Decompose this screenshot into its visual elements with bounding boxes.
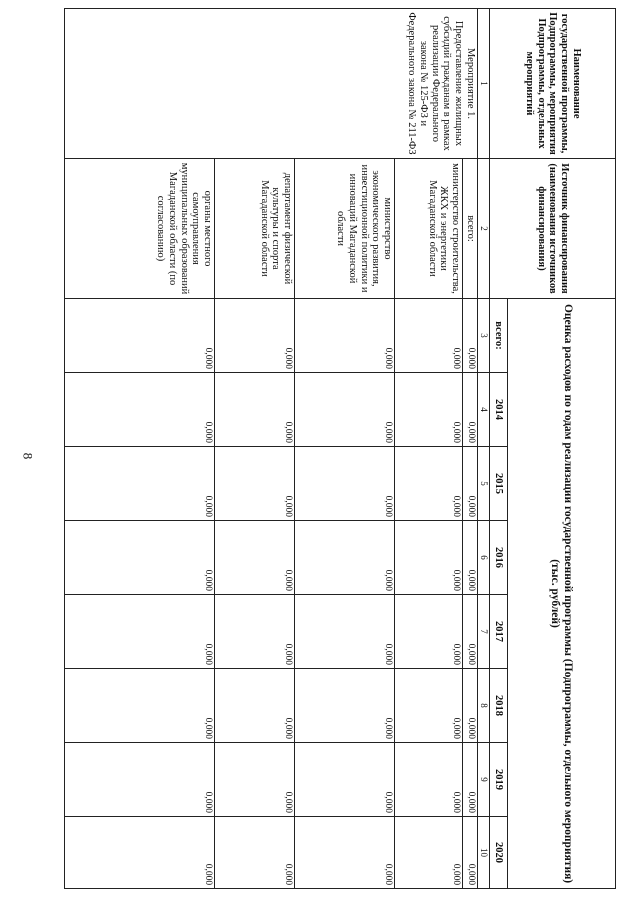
index-cell: 2 <box>478 159 490 299</box>
value-cell: 0,000 <box>295 447 395 521</box>
value-cell: 0,000 <box>65 669 215 743</box>
value-cell: 0,000 <box>295 669 395 743</box>
source-name: органы местного самоуправления муниципальных образований Магаданской области (по согласованию) <box>65 159 215 299</box>
value-cell: 0,000 <box>463 447 478 521</box>
value-cell: 0,000 <box>215 595 295 669</box>
value-cell: 0,000 <box>215 743 295 817</box>
header-year-2018: 2018 <box>490 669 508 743</box>
index-cell: 3 <box>478 299 490 373</box>
value-cell: 0,000 <box>65 595 215 669</box>
value-cell: 0,000 <box>295 817 395 889</box>
value-cell: 0,000 <box>215 817 295 889</box>
value-cell: 0,000 <box>215 521 295 595</box>
value-cell: 0,000 <box>395 373 463 447</box>
index-cell: 7 <box>478 595 490 669</box>
value-cell: 0,000 <box>215 373 295 447</box>
index-cell: 5 <box>478 447 490 521</box>
value-cell: 0,000 <box>295 743 395 817</box>
source-name: департамент физической культуры и спорта Магаданской области <box>215 159 295 299</box>
header-total: всего: <box>490 299 508 373</box>
header-year-2017: 2017 <box>490 595 508 669</box>
value-cell: 0,000 <box>463 521 478 595</box>
value-cell: 0,000 <box>463 743 478 817</box>
value-cell: 0,000 <box>463 373 478 447</box>
rotated-table-wrapper <box>56 8 616 888</box>
value-cell: 0,000 <box>395 299 463 373</box>
value-cell: 0,000 <box>295 299 395 373</box>
value-cell: 0,000 <box>65 299 215 373</box>
value-cell: 0,000 <box>215 447 295 521</box>
value-cell: 0,000 <box>295 373 395 447</box>
header-year-2019: 2019 <box>490 743 508 817</box>
value-cell: 0,000 <box>65 743 215 817</box>
header-year-2020: 2020 <box>490 817 508 889</box>
value-cell: 0,000 <box>395 521 463 595</box>
value-cell: 0,000 <box>463 595 478 669</box>
value-cell: 0,000 <box>295 521 395 595</box>
activity-name: Мероприятие 1. Предоставление жилищных субсидий гражданам в рамках реализации Федерального закона № 125-ФЗ и Федерального закона № 211-ФЗ <box>65 9 478 159</box>
value-cell: 0,000 <box>65 447 215 521</box>
header-source: Источник финансирования (наименования источников финансирования) <box>490 159 616 299</box>
value-cell: 0,000 <box>395 595 463 669</box>
index-cell: 1 <box>478 9 490 159</box>
value-cell: 0,000 <box>463 817 478 889</box>
index-cell: 4 <box>478 373 490 447</box>
value-cell: 0,000 <box>215 299 295 373</box>
value-cell: 0,000 <box>463 669 478 743</box>
source-name: всего: <box>463 159 478 299</box>
source-name: министерство строительства, ЖКХ и энергетики Магаданской области <box>395 159 463 299</box>
table-row <box>463 9 478 889</box>
index-cell: 8 <box>478 669 490 743</box>
header-year-2015: 2015 <box>490 447 508 521</box>
index-cell: 9 <box>478 743 490 817</box>
index-cell: 10 <box>478 817 490 889</box>
value-cell: 0,000 <box>65 817 215 889</box>
value-cell: 0,000 <box>395 447 463 521</box>
index-cell: 6 <box>478 521 490 595</box>
value-cell: 0,000 <box>215 669 295 743</box>
value-cell: 0,000 <box>295 595 395 669</box>
value-cell: 0,000 <box>463 299 478 373</box>
header-year-2014: 2014 <box>490 373 508 447</box>
value-cell: 0,000 <box>395 817 463 889</box>
header-name: Наименование государственной программы, Подпрограммы, мероприятия Подпрограммы, отдельных мероприятий <box>490 9 616 159</box>
value-cell: 0,000 <box>65 373 215 447</box>
header-estimate: Оценка расходов по годам реализации государственной программы (Подпрограммы, отдельного мероприятия) (тыс. рублей) <box>508 299 616 889</box>
source-name: министерство экономического развития, инвестиционной политики и инноваций Магаданской области <box>295 159 395 299</box>
value-cell: 0,000 <box>65 521 215 595</box>
expense-table <box>64 8 616 889</box>
page-number: 8 <box>20 452 36 460</box>
value-cell: 0,000 <box>395 743 463 817</box>
value-cell: 0,000 <box>395 669 463 743</box>
header-year-2016: 2016 <box>490 521 508 595</box>
